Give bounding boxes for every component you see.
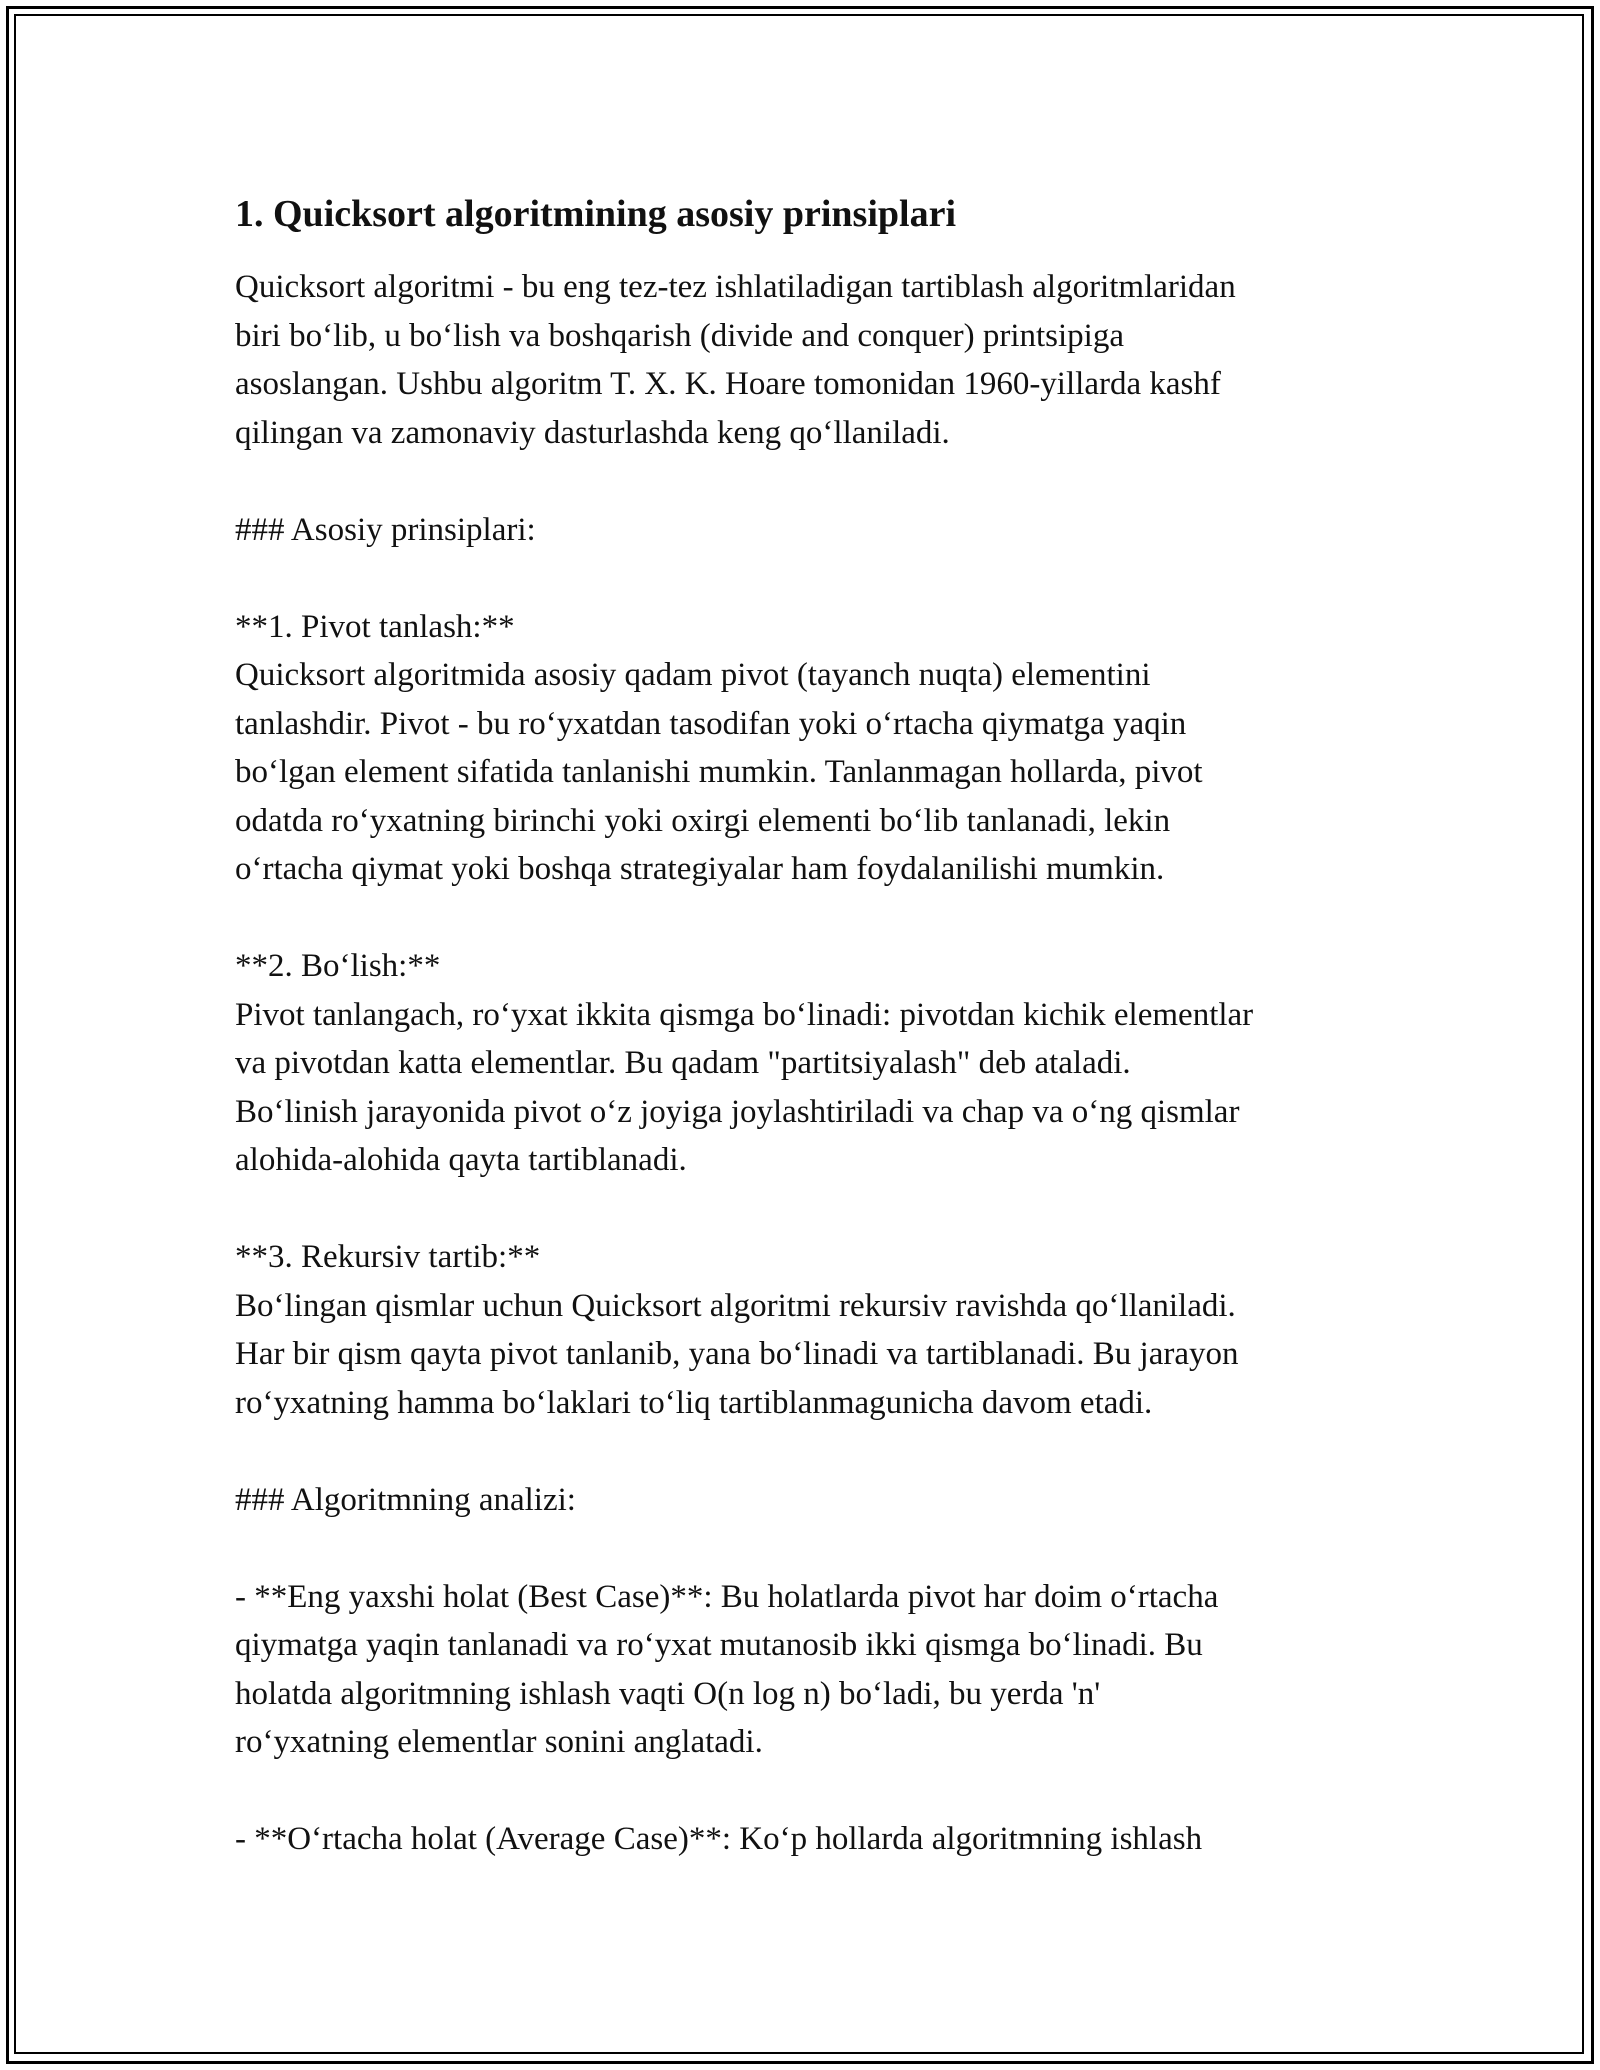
partition-paragraph [235, 991, 1375, 1185]
partition-line: Bo‘linish jarayonida pivot o‘z joyiga joylashtiriladi va chap va o‘ng qismlar [235, 1093, 1240, 1130]
recursive-heading: **3. Rekursiv tartib:** [235, 1239, 541, 1275]
pivot-line: Quicksort algoritmida asosiy qadam pivot (tayanch nuqta) elementini [235, 657, 1151, 693]
intro-paragraph [235, 263, 1375, 457]
pivot-line: bo‘lgan element sifatida tanlanishi mumkin. Tanlanmagan hollarda, pivot [235, 754, 1203, 790]
average-case-line: - **O‘rtacha holat (Average Case)**: Ko‘p hollarda algoritmning ishlash [235, 1821, 1203, 1857]
best-case-line: - **Eng yaxshi holat (Best Case)**: Bu holatlarda pivot har doim o‘rtacha [235, 1578, 1219, 1615]
partition-line: alohida-alohida qayta tartiblanadi. [235, 1142, 687, 1178]
blank-line [235, 1524, 1375, 1573]
blank-line [235, 554, 1375, 603]
best-case-item [235, 1573, 1375, 1767]
pivot-line: tanlashdir. Pivot - bu ro‘yxatdan tasodifan yoki o‘rtacha qiymatga yaqin [235, 705, 1187, 742]
best-case-line: holatda algoritmning ishlash vaqti O(n log n) bo‘ladi, bu yerda 'n' [235, 1675, 1101, 1712]
blank-line [235, 894, 1375, 943]
pivot-heading: **1. Pivot tanlash:** [235, 608, 515, 645]
blank-line [235, 1185, 1375, 1234]
blank-line [235, 457, 1375, 506]
partition-line: Pivot tanlangach, ro‘yxat ikkita qismga bo‘linadi: pivotdan kichik elementlar [235, 996, 1254, 1033]
pivot-line: o‘rtacha qiymat yoki boshqa strategiyalar ham foydalanilishi mumkin. [235, 851, 1165, 887]
intro-line: Quicksort algoritmi - bu eng tez-tez ishlatiladigan tartiblash algoritmlaridan [235, 269, 1236, 305]
recursive-line: ro‘yxatning hamma bo‘laklari to‘liq tartiblanmagunicha davom etadi. [235, 1384, 1153, 1421]
intro-line: biri bo‘lib, u bo‘lish va boshqarish (divide and conquer) printsipiga [235, 317, 1125, 354]
document-title: 1. Quicksort algoritmining asosiy prinsiplari [235, 193, 957, 235]
best-case-line: ro‘yxatning elementlar sonini anglatadi. [235, 1724, 763, 1760]
principles-heading: ### Asosiy prinsiplari: [235, 511, 536, 548]
blank-line [235, 1427, 1375, 1476]
intro-line: qilingan va zamonaviy dasturlashda keng qo‘llaniladi. [235, 414, 950, 451]
best-case-line: qiymatga yaqin tanlanadi va ro‘yxat mutanosib ikki qismga bo‘linadi. Bu [235, 1627, 1203, 1663]
partition-line: va pivotdan katta elementlar. Bu qadam "partitsiyalash" deb ataladi. [235, 1045, 1131, 1081]
analysis-heading: ### Algoritmning analizi: [235, 1481, 576, 1518]
blank-line [235, 1767, 1375, 1816]
recursive-paragraph [235, 1282, 1375, 1428]
pivot-paragraph [235, 651, 1375, 894]
recursive-line: Har bir qism qayta pivot tanlanib, yana bo‘linadi va tartiblanadi. Bu jarayon [235, 1336, 1239, 1372]
document-body [235, 185, 1375, 1864]
average-case-item [235, 1815, 1375, 1864]
intro-line: asoslangan. Ushbu algoritm T. X. K. Hoare tomonidan 1960-yillarda kashf [235, 366, 1221, 402]
pivot-line: odatda ro‘yxatning birinchi yoki oxirgi elementi bo‘lib tanlanadi, lekin [235, 802, 1171, 839]
partition-heading: **2. Bo‘lish:** [235, 948, 441, 984]
recursive-line: Bo‘lingan qismlar uchun Quicksort algoritmi rekursiv ravishda qo‘llaniladi. [235, 1287, 1236, 1324]
